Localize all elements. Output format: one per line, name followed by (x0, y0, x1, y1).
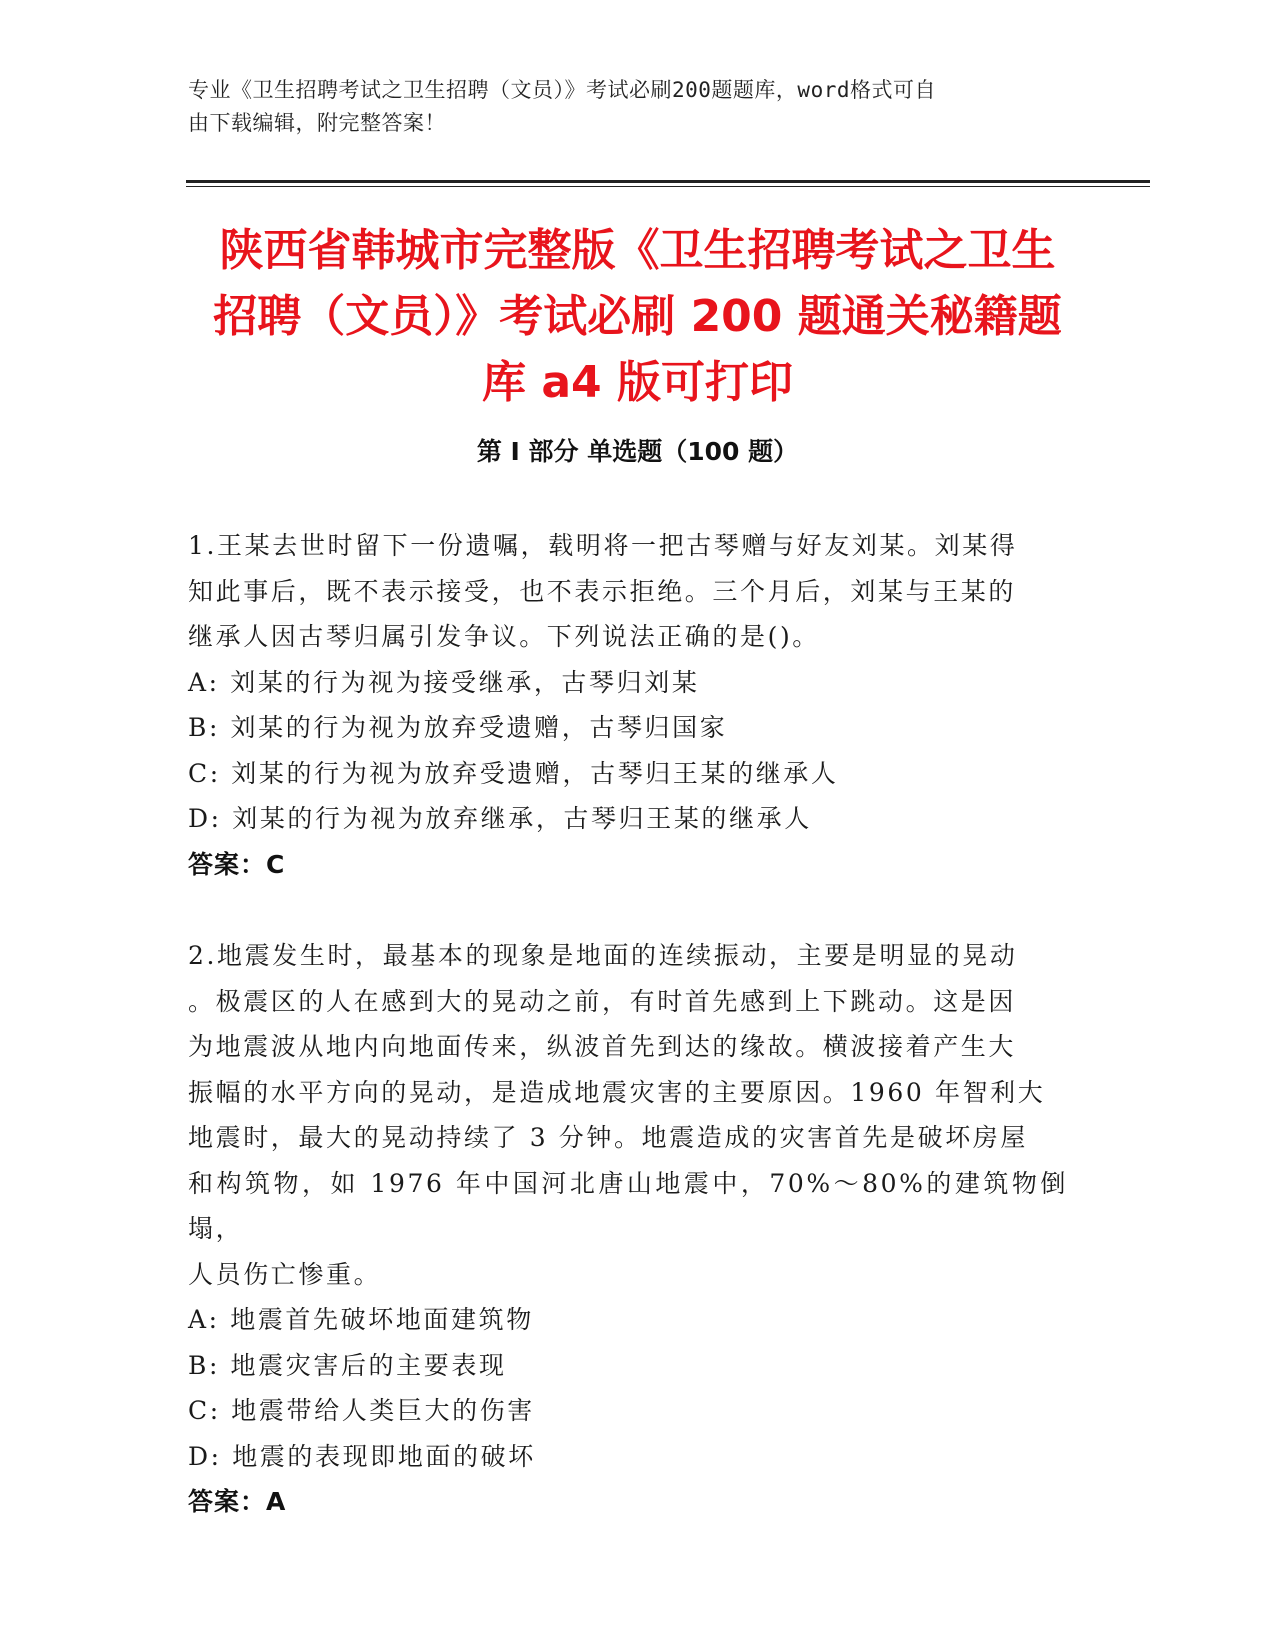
stem-line: 振幅的水平方向的晃动，是造成地震灾害的主要原因。1960 年智利大 (188, 1077, 1046, 1107)
title-line: 陕西省韩城市完整版《卫生招聘考试之卫生 (219, 225, 1056, 276)
stem-line: 继承人因古琴归属引发争议。下列说法正确的是()。 (188, 622, 820, 651)
option-d: D: 地震的表现即地面的破坏 (188, 1441, 536, 1471)
stem-line: 。极震区的人在感到大的晃动之前，有时首先感到上下跳动。这是因 (188, 986, 1017, 1016)
header-note (188, 74, 1068, 140)
option-a: A: 地震首先破坏地面建筑物 (188, 1305, 534, 1334)
option-b: B: 刘某的行为视为放弃受遗赠，古琴归国家 (188, 713, 728, 742)
document-title (150, 218, 1125, 416)
stem-line: 地震时，最大的晃动持续了 3 分钟。地震造成的灾害首先是破坏房屋 (188, 1123, 1029, 1152)
option-c: C: 刘某的行为视为放弃受遗赠，古琴归王某的继承人 (188, 758, 839, 788)
answer: 答案：C (188, 849, 286, 879)
stem-line: 和构筑物，如 1976 年中国河北唐山地震中，70%～80%的建筑物倒塌， (188, 1168, 1068, 1243)
header-divider-thin (186, 186, 1150, 187)
header-note-line: 专业《卫生招聘考试之卫生招聘（文员）》考试必刷200题题库，word格式可自 (188, 78, 936, 102)
stem-line: 为地震波从地内向地面传来，纵波首先到达的缘故。横波接着产生大 (188, 1032, 1017, 1061)
stem-line: 人员伤亡惨重。 (188, 1259, 382, 1289)
stem-line: 2.地震发生时，最基本的现象是地面的连续振动，主要是明显的晃动 (188, 941, 1018, 970)
stem-line: 1.王某去世时留下一份遗嘱，载明将一把古琴赠与好友刘某。刘某得 (188, 531, 1018, 560)
stem-line: 知此事后，既不表示接受，也不表示拒绝。三个月后，刘某与王某的 (188, 576, 1017, 606)
question-1 (188, 523, 1068, 887)
header-note-line: 由下载编辑，附完整答案！ (188, 111, 446, 135)
option-c: C: 地震带给人类巨大的伤害 (188, 1396, 535, 1425)
answer: 答案：A (188, 1487, 287, 1516)
title-line: 招聘（文员）》考试必刷 200 题通关秘籍题 (213, 291, 1062, 342)
section-heading: 第 I 部分 单选题（100 题） (476, 437, 799, 466)
header-divider-thick (186, 180, 1150, 183)
option-a: A: 刘某的行为视为接受继承，古琴归刘某 (188, 667, 700, 697)
option-b: B: 地震灾害后的主要表现 (188, 1350, 507, 1380)
option-d: D: 刘某的行为视为放弃继承，古琴归王某的继承人 (188, 804, 812, 833)
question-stem (188, 523, 1068, 660)
question-stem (188, 933, 1068, 1297)
question-2 (188, 933, 1068, 1525)
title-line: 库 a4 版可打印 (482, 357, 793, 408)
